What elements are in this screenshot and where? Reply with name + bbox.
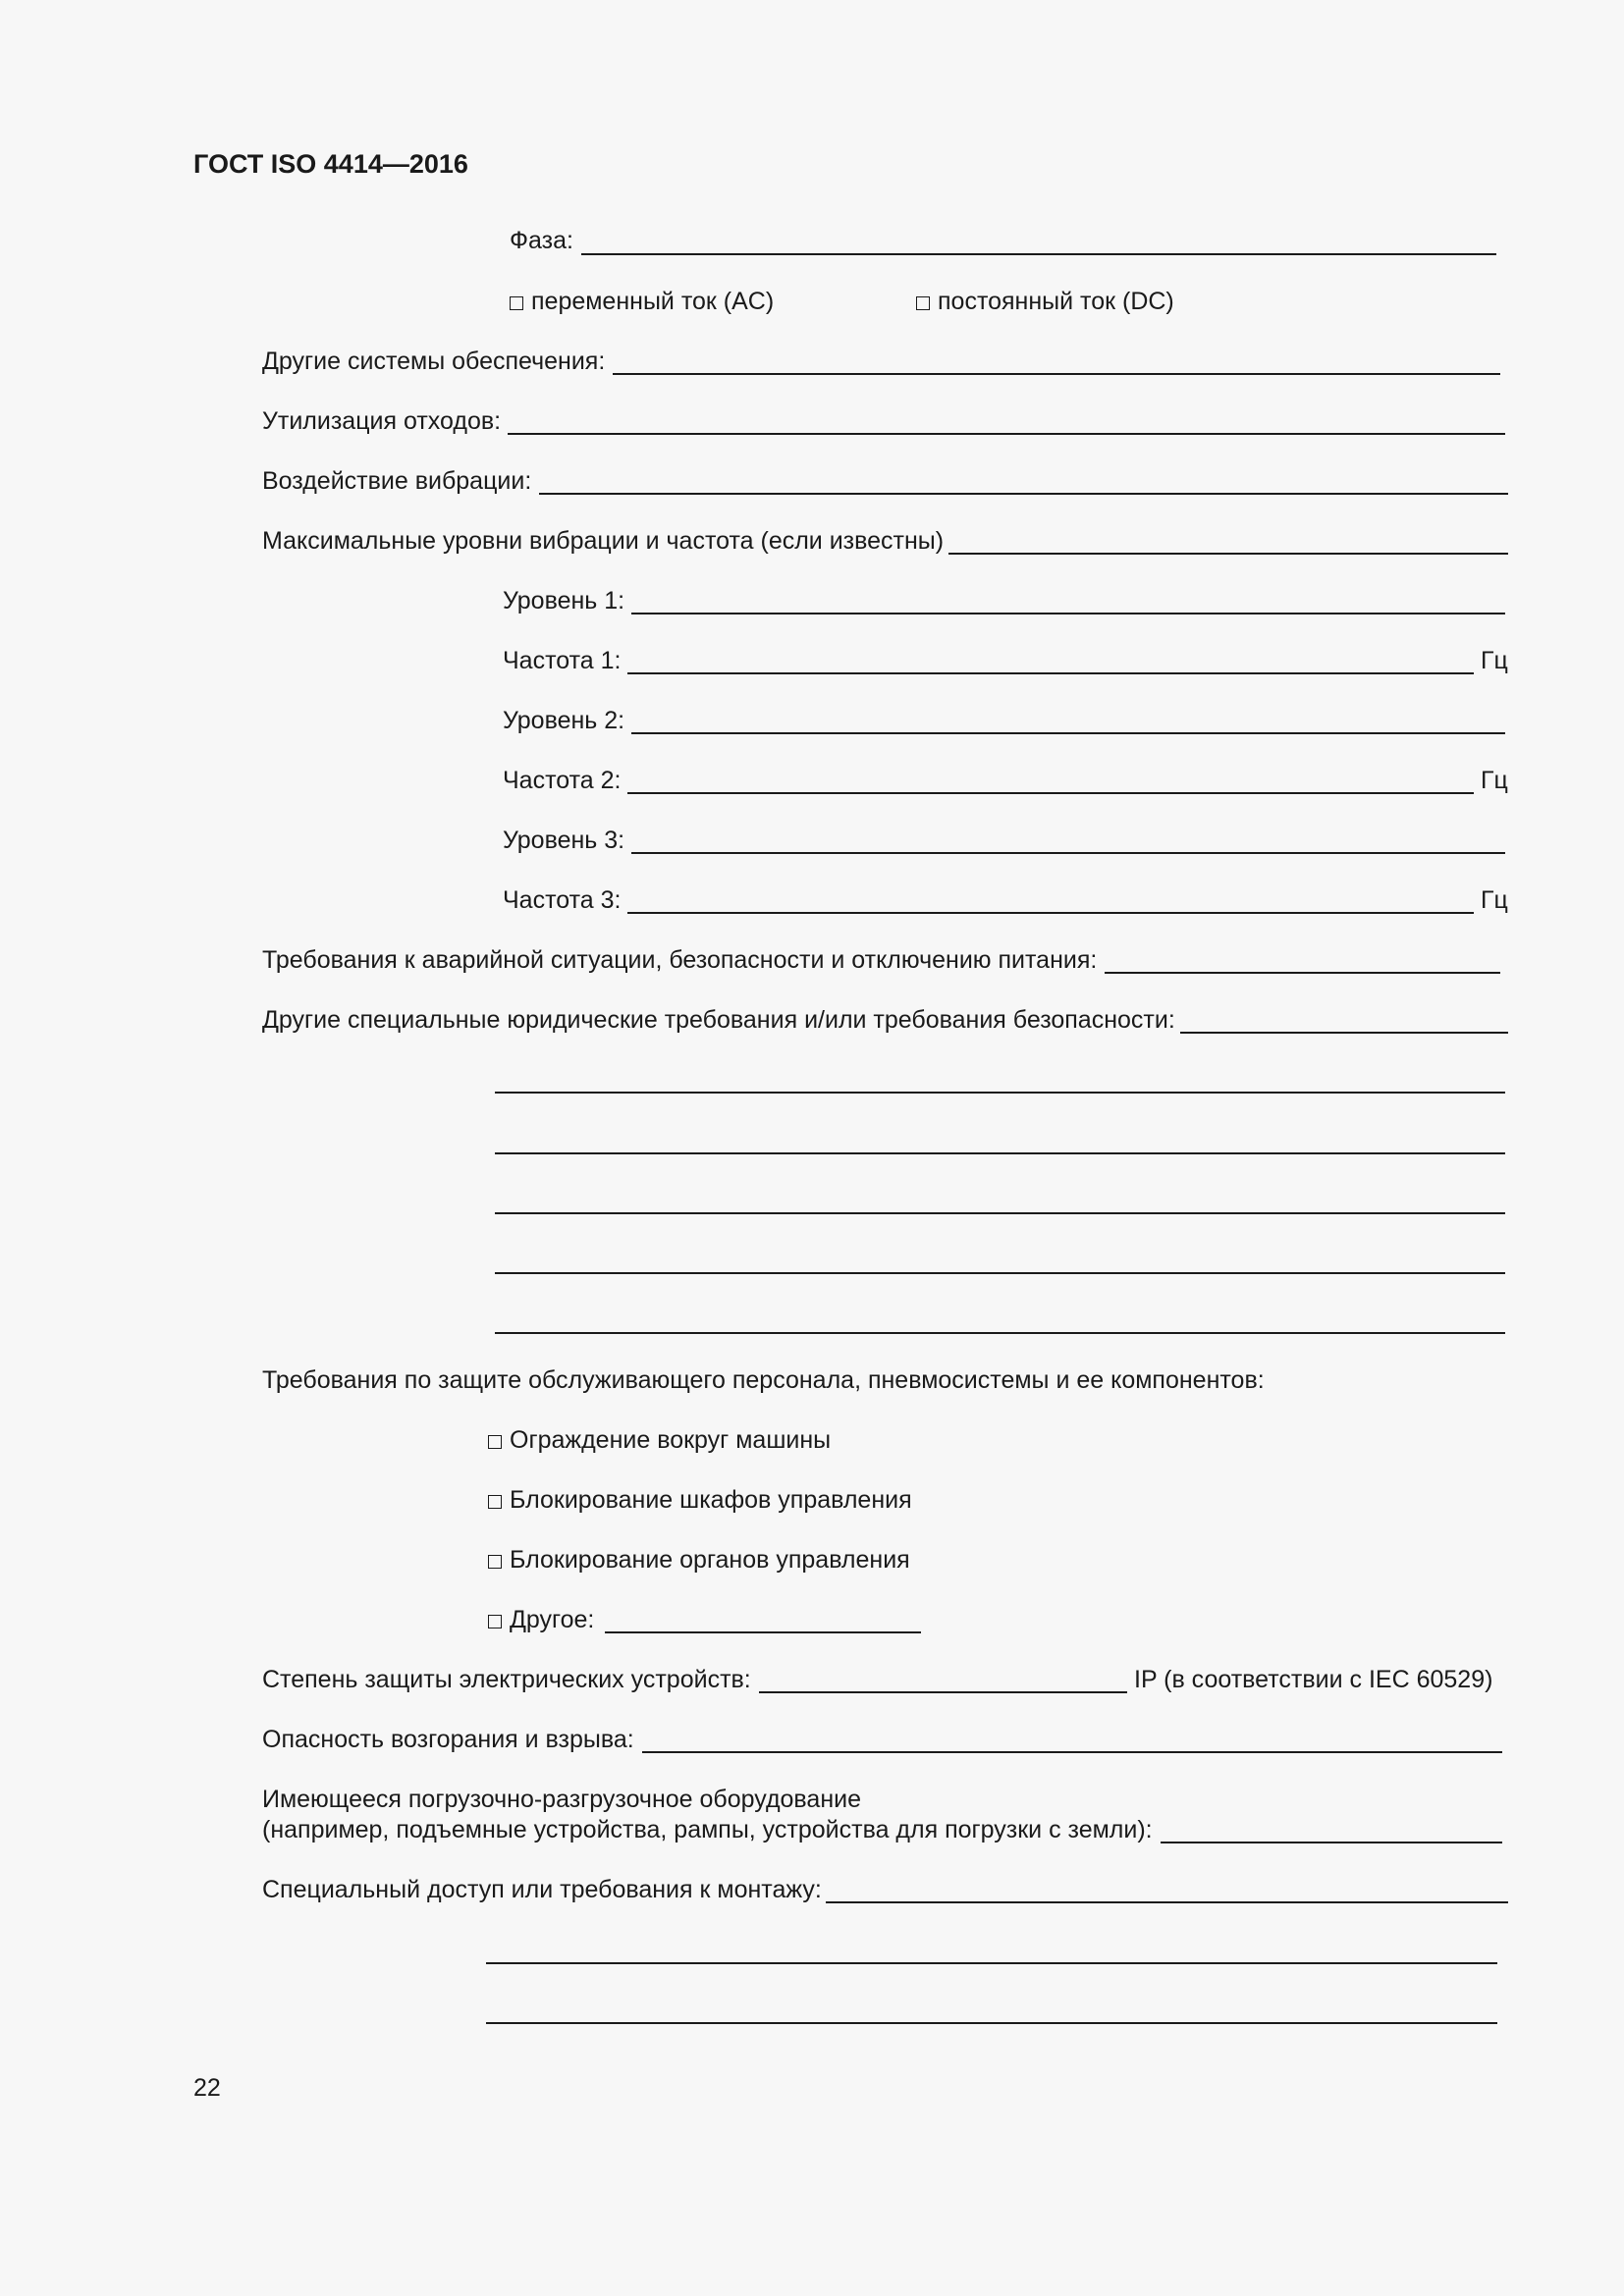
freq3-field[interactable]	[627, 912, 1474, 914]
access-line[interactable]	[486, 1962, 1497, 1964]
checkbox-icon	[488, 1435, 502, 1449]
other-label: Другое:	[510, 1606, 595, 1633]
phase-label: Фаза:	[510, 227, 573, 254]
max-vibration-label: Максимальные уровни вибрации и частота (если известны)	[262, 527, 945, 555]
access-field[interactable]	[826, 1901, 1508, 1903]
checkbox-icon	[916, 296, 930, 310]
lock-cabinets-label: Блокирование шкафов управления	[510, 1486, 912, 1514]
level2-field[interactable]	[631, 732, 1505, 734]
other-option[interactable]	[488, 1605, 594, 1634]
freq3-unit: Гц	[1481, 886, 1508, 914]
freq2-unit: Гц	[1481, 767, 1508, 794]
dc-label: постоянный ток (DC)	[938, 288, 1174, 315]
other-supply-label: Другие системы обеспечения:	[262, 347, 606, 375]
ip-suffix: IP (в соответствии с IEC 60529)	[1134, 1666, 1493, 1693]
checkbox-icon	[510, 296, 523, 310]
handling-label-line2: (например, подъемные устройства, рампы, устройства для погрузки с земли):	[262, 1816, 1153, 1843]
handling-label-line1: Имеющееся погрузочно-разгрузочное оборудование	[262, 1786, 862, 1813]
legal-line[interactable]	[495, 1212, 1505, 1214]
fire-field[interactable]	[642, 1751, 1502, 1753]
waste-label: Утилизация отходов:	[262, 407, 502, 435]
freq2-label: Частота 2:	[503, 767, 622, 794]
checkbox-icon	[488, 1615, 502, 1629]
legal-line[interactable]	[495, 1272, 1505, 1274]
freq3-label: Частота 3:	[503, 886, 622, 914]
vibration-field[interactable]	[539, 493, 1508, 495]
level1-label: Уровень 1:	[503, 587, 625, 614]
ac-option[interactable]	[510, 287, 774, 316]
protection-label: Требования по защите обслуживающего персонала, пневмосистемы и ее компонентов:	[262, 1366, 1265, 1394]
handling-field[interactable]	[1161, 1842, 1502, 1843]
freq1-field[interactable]	[627, 672, 1474, 674]
level3-field[interactable]	[631, 852, 1505, 854]
legal-line[interactable]	[495, 1332, 1505, 1334]
access-line[interactable]	[486, 2022, 1497, 2024]
lock-cabinets-option[interactable]	[488, 1485, 912, 1515]
other-supply-field[interactable]	[613, 373, 1500, 375]
freq2-field[interactable]	[627, 792, 1474, 794]
legal-line[interactable]	[495, 1092, 1505, 1094]
access-label: Специальный доступ или требования к монтажу:	[262, 1876, 822, 1903]
ip-degree-field[interactable]	[759, 1691, 1127, 1693]
other-field[interactable]	[605, 1631, 921, 1633]
level1-field[interactable]	[631, 613, 1505, 614]
legal-field[interactable]	[1180, 1032, 1508, 1034]
lock-controls-option[interactable]	[488, 1545, 910, 1575]
document-header: ГОСТ ISO 4414—2016	[193, 149, 468, 179]
guard-option[interactable]	[488, 1425, 831, 1455]
page-number: 22	[193, 2074, 221, 2102]
waste-field[interactable]	[508, 433, 1505, 435]
lock-controls-label: Блокирование органов управления	[510, 1546, 910, 1574]
level3-label: Уровень 3:	[503, 827, 625, 854]
phase-field[interactable]	[581, 253, 1496, 255]
vibration-label: Воздействие вибрации:	[262, 467, 532, 495]
fire-label: Опасность возгорания и взрыва:	[262, 1726, 634, 1753]
checkbox-icon	[488, 1495, 502, 1509]
checkbox-icon	[488, 1555, 502, 1569]
max-vibration-field[interactable]	[948, 553, 1508, 555]
legal-line[interactable]	[495, 1152, 1505, 1154]
ac-label: переменный ток (AC)	[531, 288, 775, 315]
freq1-unit: Гц	[1481, 647, 1508, 674]
guard-label: Ограждение вокруг машины	[510, 1426, 832, 1454]
ip-degree-label: Степень защиты электрических устройств:	[262, 1666, 751, 1693]
emergency-field[interactable]	[1105, 972, 1500, 974]
legal-label: Другие специальные юридические требования и/или требования безопасности:	[262, 1006, 1175, 1034]
emergency-label: Требования к аварийной ситуации, безопасности и отключению питания:	[262, 946, 1098, 974]
freq1-label: Частота 1:	[503, 647, 622, 674]
dc-option[interactable]	[916, 287, 1174, 316]
level2-label: Уровень 2:	[503, 707, 625, 734]
